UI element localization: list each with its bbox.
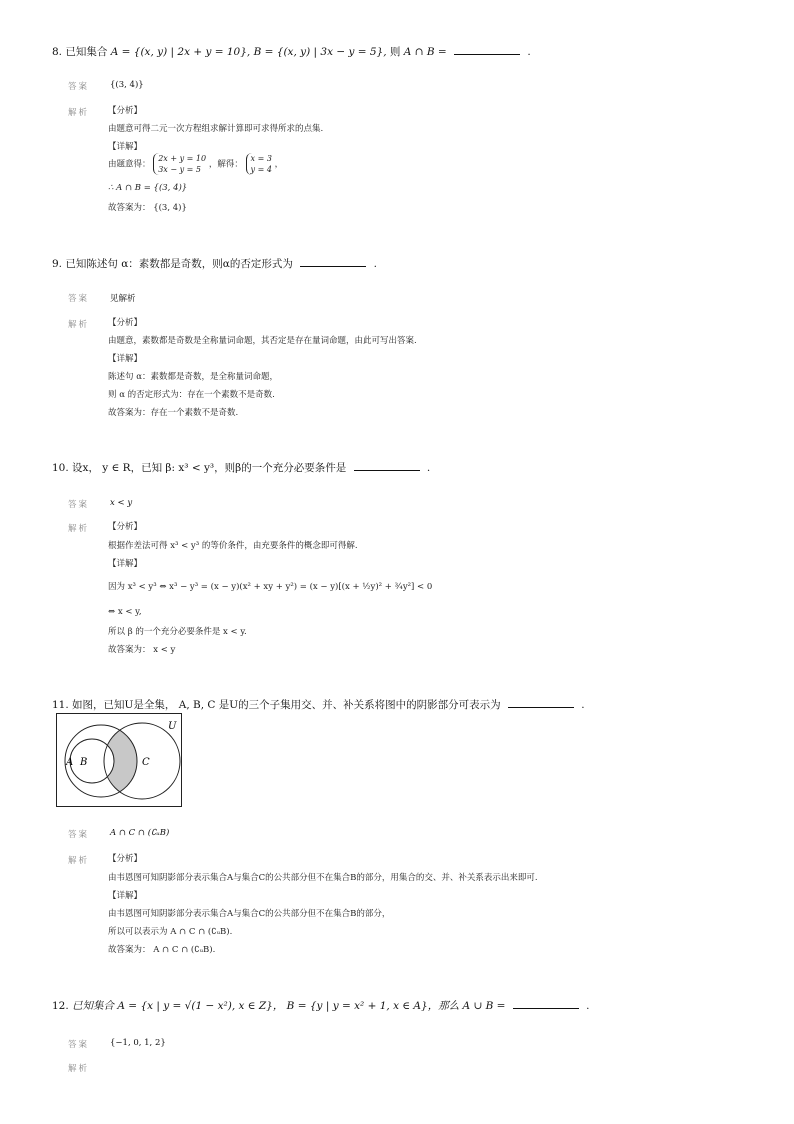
q10-xiangjie: 【详解】 <box>108 559 143 569</box>
venn-diagram <box>56 713 182 807</box>
q11-answer-label: 答案 <box>68 830 90 840</box>
q8-solution-line1 <box>108 153 283 175</box>
q9-end: . <box>373 258 377 270</box>
q10-answer-label: 答案 <box>68 500 90 510</box>
q8-expr: A ∩ B = <box>403 46 447 58</box>
q8-fenxi: 【分析】 <box>108 106 143 116</box>
q9-analysis-label: 解析 <box>68 320 90 330</box>
q12-text: 已知集合 A = {x | y = √(1 − x²), x ∈ Z}， B = {y | y = x² + 1, x ∈ A}，那么 A ∪ B = <box>72 1000 506 1012</box>
venn-label-c: C <box>142 757 150 768</box>
q8-fenxi-text: 由题意可得二元一次方程组求解计算即可求得所求的点集. <box>108 124 324 134</box>
q8-sys2-eq2: y = 4 <box>250 165 272 174</box>
q11-number: 11. <box>52 699 69 711</box>
q10-solution-line1: 因为 x³ < y³ ⇔ x³ − y³ = (x − y)(x² + xy + y²) = (x − y)[(x + ½y)² + ¾y²] < 0 <box>108 582 433 592</box>
q10-solution-line2: ⇔ x < y, <box>108 607 142 617</box>
q10-fenxi-text: 根据作差法可得 x³ < y³ 的等价条件，由充要条件的概念即可得解. <box>108 541 358 551</box>
q8-system-2 <box>246 153 272 175</box>
q9-number: 9. <box>52 258 63 270</box>
q9-fenxi-text: 由题意，素数都是奇数是全称量词命题，其否定是存在量词命题，由此可写出答案. <box>108 336 417 346</box>
q10-solution-line4: 故答案为： x < y <box>108 645 176 655</box>
q11-analysis-label: 解析 <box>68 856 90 866</box>
q8-solution-line3: 故答案为： {(3, 4)} <box>108 203 187 213</box>
q10-text: 设x， y ∈ R，已知 β: x³ < y³，则β的一个充分必要条件是 <box>72 462 347 474</box>
q11-text: 如图，已知U是全集， A, B, C 是U的三个子集用交、并、补关系将图中的阴影部分可表示为 <box>72 699 501 711</box>
q11-end: . <box>581 699 585 711</box>
q8-blank <box>454 44 520 55</box>
q8-end: . <box>527 46 531 58</box>
q9-xiangjie: 【详解】 <box>108 354 143 364</box>
q9-fenxi: 【分析】 <box>108 318 143 328</box>
q11-fenxi-text: 由韦恩图可知阴影部分表示集合A与集合C的公共部分但不在集合B的部分，用集合的交、并、补关系表示出来即可. <box>108 873 538 883</box>
q8-line1-end: ， <box>274 159 284 170</box>
q11-xiangjie: 【详解】 <box>108 891 143 901</box>
q12-blank <box>513 998 579 1009</box>
q12-answer: {−1, 0, 1, 2} <box>110 1038 166 1048</box>
question-11 <box>52 697 764 712</box>
q11-fenxi: 【分析】 <box>108 854 143 864</box>
q8-xiangjie: 【详解】 <box>108 142 143 152</box>
q10-answer: x < y <box>110 498 133 508</box>
q9-text: 已知陈述句 α：素数都是奇数，则α的否定形式为 <box>65 258 293 270</box>
q10-fenxi: 【分析】 <box>108 522 143 532</box>
q12-answer-label: 答案 <box>68 1040 90 1050</box>
q12-end: . <box>586 1000 590 1012</box>
q10-end: . <box>426 462 431 474</box>
q8-line1-mid: ，解得： <box>208 159 243 170</box>
q11-blank <box>508 697 574 708</box>
q11-solution-line1: 由韦恩图可知阴影部分表示集合A与集合C的公共部分但不在集合B的部分， <box>108 909 391 919</box>
q10-solution-line3: 所以 β 的一个充分必要条件是 x < y. <box>108 627 247 637</box>
q9-answer-label: 答案 <box>68 294 90 304</box>
q10-blank <box>354 460 420 471</box>
question-8 <box>52 44 764 59</box>
q11-solution-line2: 所以可以表示为 A ∩ C ∩ (∁ᵤB). <box>108 927 233 937</box>
q10-analysis-label: 解析 <box>68 524 90 534</box>
q9-blank <box>300 256 366 267</box>
q12-analysis-label: 解析 <box>68 1064 90 1074</box>
q8-system-1 <box>153 153 206 175</box>
venn-label-u: U <box>168 721 177 732</box>
q8-solution-line2: ∴ A ∩ B = {(3, 4)} <box>108 183 188 193</box>
question-10 <box>52 460 764 475</box>
q8-answer-label: 答案 <box>68 82 90 92</box>
q9-solution-line3: 故答案为：存在一个素数不是奇数. <box>108 408 239 418</box>
venn-label-a: A <box>66 757 74 768</box>
q8-pre: 已知集合 <box>65 46 108 58</box>
q8-number: 8. <box>52 46 63 58</box>
q9-solution-line1: 陈述句 α：素数都是奇数，是全称量词命题， <box>108 372 278 382</box>
q8-sys1-eq2: 3x − y = 5 <box>158 165 202 174</box>
q12-number: 12. <box>52 1000 69 1012</box>
q8-sys1-eq1: 2x + y = 10 <box>158 154 207 163</box>
q11-answer: A ∩ C ∩ (∁ᵤB) <box>110 828 170 838</box>
q8-answer: {(3, 4)} <box>110 80 144 90</box>
question-12 <box>52 998 764 1013</box>
q8-set-a: A = {(x, y) | 2x + y = 10}, <box>110 46 251 58</box>
q8-then: 则 <box>389 46 401 58</box>
q9-answer: 见解析 <box>110 294 136 304</box>
question-9 <box>52 256 764 271</box>
q8-sys2-eq1: x = 3 <box>250 154 272 163</box>
venn-label-b: B <box>80 757 88 768</box>
q8-analysis-label: 解析 <box>68 108 90 118</box>
q8-set-b: B = {(x, y) | 3x − y = 5}, <box>253 46 387 58</box>
q8-line1-pre: 由题意得： <box>108 159 151 170</box>
q11-solution-line3: 故答案为： A ∩ C ∩ (∁ᵤB). <box>108 945 216 955</box>
q10-number: 10. <box>52 462 69 474</box>
q9-solution-line2: 则 α 的否定形式为：存在一个素数不是奇数. <box>108 390 275 400</box>
